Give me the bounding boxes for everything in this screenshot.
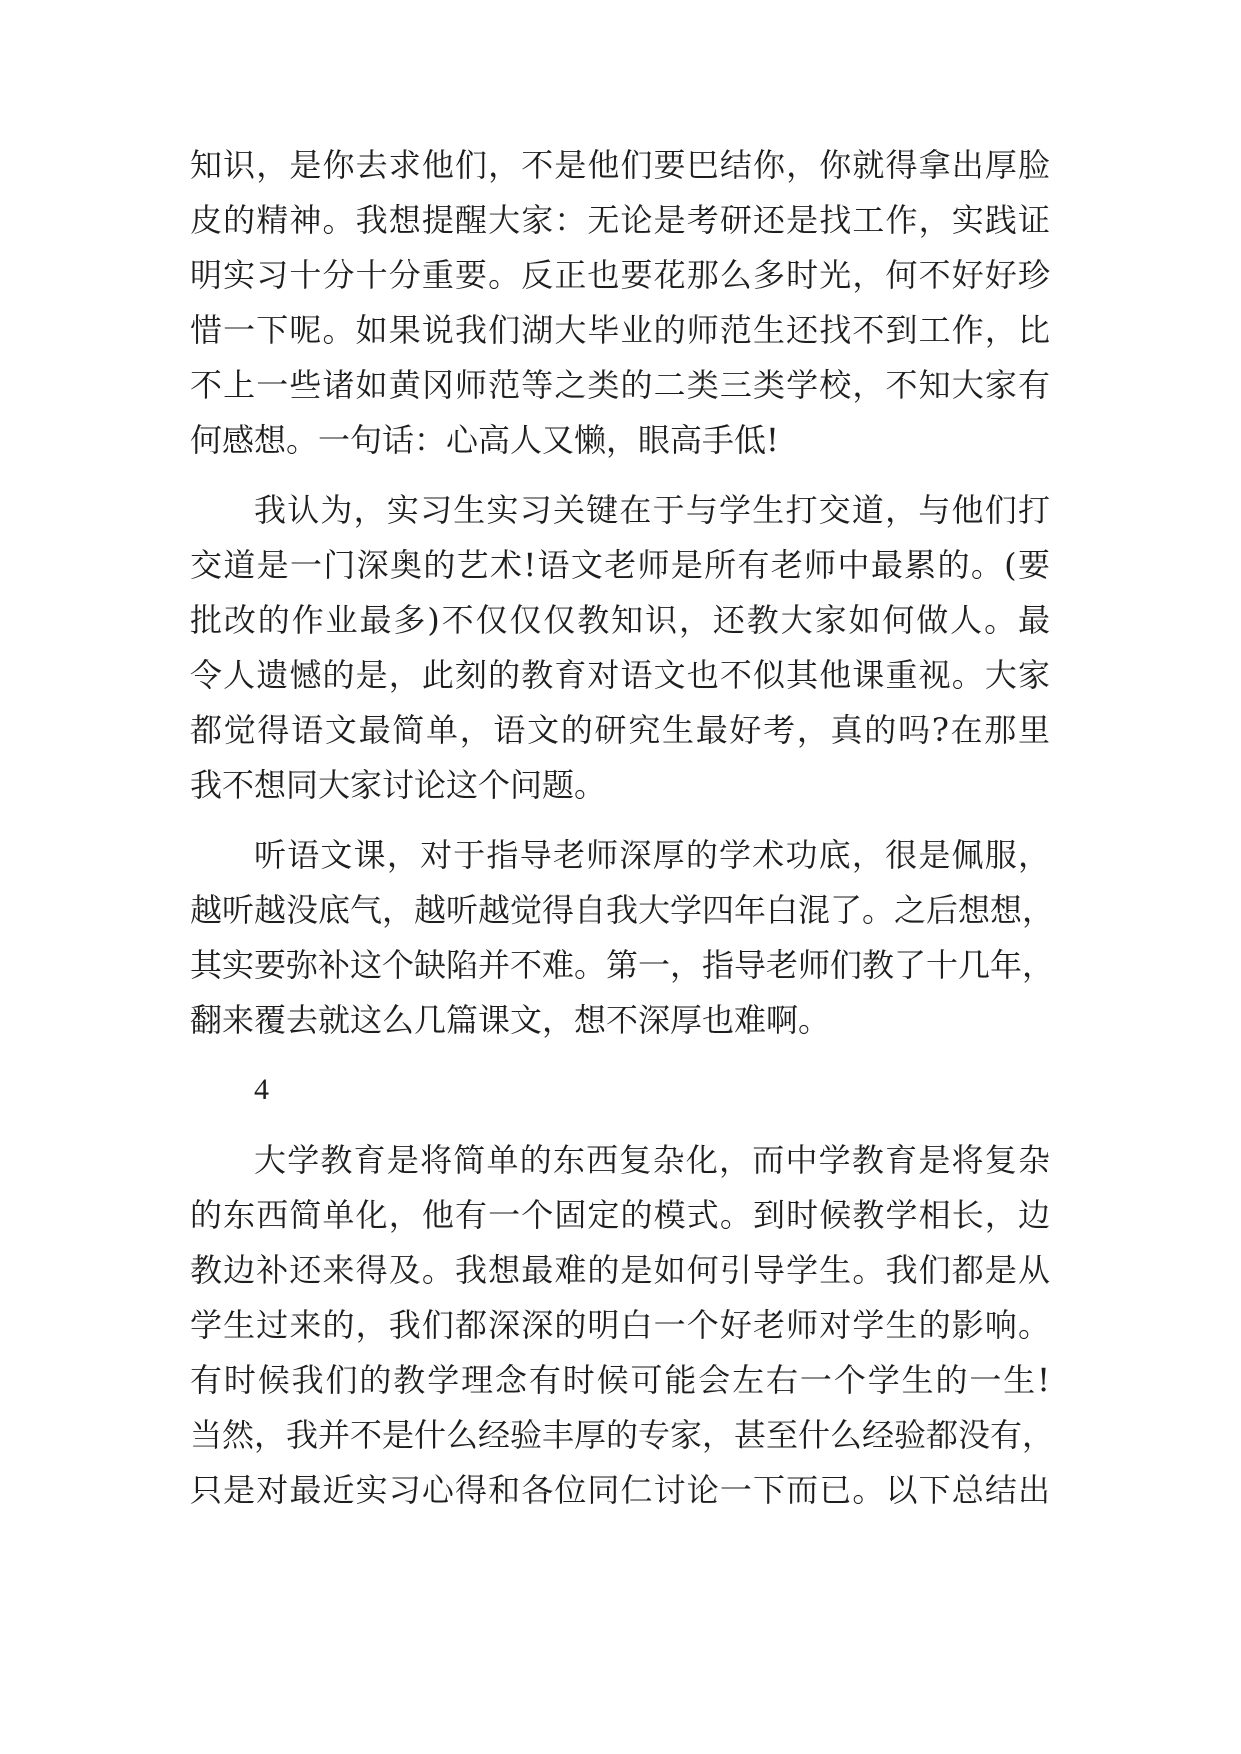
text-line: 翻来覆去就这么几篇课文，想不深厚也难啊。 <box>190 1001 831 1039</box>
text-line: 听语文课，对于指导老师深厚的学术功底，很是佩服， <box>254 836 1050 874</box>
text-line: 只是对最近实习心得和各位同仁讨论一下而已。以下总结出 <box>190 1471 1050 1509</box>
text-line: 其实要弥补这个缺陷并不难。第一，指导老师们教了十几年， <box>190 946 1055 984</box>
text-line: 当然，我并不是什么经验丰厚的专家，甚至什么经验都没有， <box>190 1416 1055 1454</box>
text-line: 明实习十分十分重要。反正也要花那么多时光，何不好好珍 <box>190 256 1050 294</box>
text-line: 大学教育是将简单的东西复杂化，而中学教育是将复杂 <box>254 1141 1050 1179</box>
text-line: 都觉得语文最简单，语文的研究生最好考，真的吗?在那里 <box>190 711 1050 749</box>
text-line: 皮的精神。我想提醒大家：无论是考研还是找工作，实践证 <box>190 201 1050 239</box>
text-line: 有时候我们的教学理念有时候可能会左右一个学生的一生! <box>190 1361 1050 1399</box>
text-line: 的东西简单化，他有一个固定的模式。到时候教学相长，边 <box>190 1196 1050 1234</box>
text-line: 不上一些诸如黄冈师范等之类的二类三类学校，不知大家有 <box>190 366 1050 404</box>
text-line: 交道是一门深奥的艺术!语文老师是所有老师中最累的。(要 <box>190 546 1050 584</box>
text-line: 教边补还来得及。我想最难的是如何引导学生。我们都是从 <box>190 1251 1050 1289</box>
text-line: 何感想。一句话：心高人又懒，眼高手低! <box>190 421 779 459</box>
text-line: 批改的作业最多)不仅仅仅教知识，还教大家如何做人。最 <box>190 601 1050 639</box>
text-line: 我认为，实习生实习关键在于与学生打交道，与他们打 <box>254 491 1050 529</box>
text-line: 学生过来的，我们都深深的明白一个好老师对学生的影响。 <box>190 1306 1050 1344</box>
text-line: 我不想同大家讨论这个问题。 <box>190 766 607 804</box>
text-line: 令人遗憾的是，此刻的教育对语文也不似其他课重视。大家 <box>190 656 1050 694</box>
text-line: 知识，是你去求他们，不是他们要巴结你，你就得拿出厚脸 <box>190 146 1050 184</box>
text-line: 越听越没底气，越听越觉得自我大学四年白混了。之后想想， <box>190 891 1055 929</box>
section-number: 4 <box>254 1073 269 1106</box>
text-line: 惜一下呢。如果说我们湖大毕业的师范生还找不到工作，比 <box>190 311 1050 349</box>
